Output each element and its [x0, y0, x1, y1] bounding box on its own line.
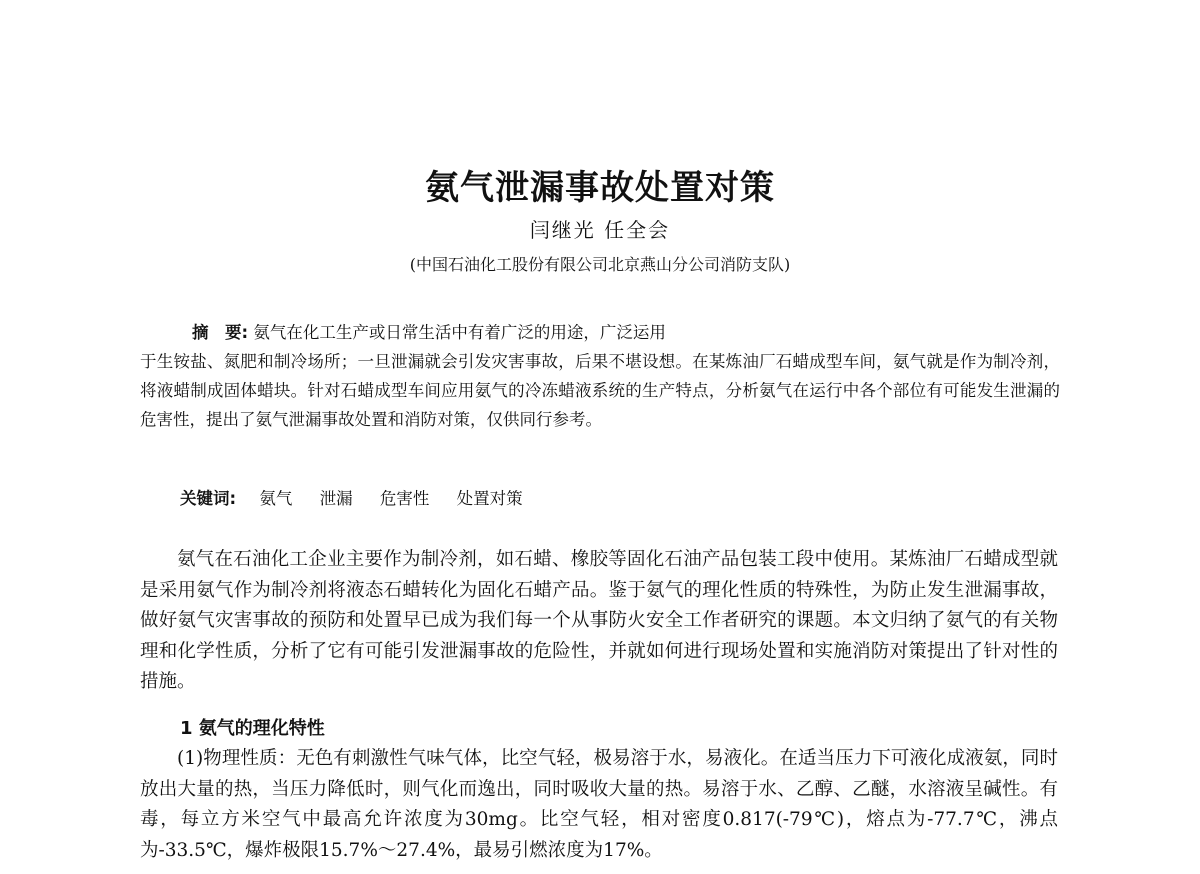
intro-paragraph: 氨气在石油化工企业主要作为制冷剂，如石蜡、橡胶等固化石油产品包装工段中使用。某炼油厂石蜡成型就是采用氨气作为制冷剂将液态石蜡转化为固化石蜡产品。鉴于氨气的理化性质的特殊性，为防止发生泄漏事故，做好氨气灾害事故的预防和处置早已成为我们每一个从事防火安全工作者研究的课题。本文归纳了氨气的有关物理和化学性质，分析了它有可能引发泄漏事故的危险性，并就如何进行现场处置和实施消防对策提出了针对性的措施。 [140, 549, 1058, 692]
keywords-line [180, 485, 545, 513]
section-heading: 1 氨气的理化特性 [180, 718, 325, 739]
paper-title: 氨气泄漏事故处置对策 [425, 168, 775, 208]
author-affiliation: (中国石油化工股份有限公司北京燕山分公司消防支队) [409, 255, 791, 274]
keyword-item: 处置对策 [456, 489, 523, 508]
abstract-body-text: 于生铵盐、氮肥和制冷场所；一旦泄漏就会引发灾害事故，后果不堪设想。在某炼油厂石蜡成型车间，氨气就是作为制冷剂，将液蜡制成固体蜡块。针对石蜡成型车间应用氨气的冷冻蜡液系统的生产特点，分析氨气在运行中各个部位有可能发生泄漏的危害性，提出了氨气泄漏事故处置和消防对策，仅供同行参考。 [140, 352, 1060, 429]
keyword-item: 泄漏 [319, 489, 353, 508]
keyword-item: 危害性 [379, 489, 430, 508]
keywords-label: 关键词: [180, 489, 237, 508]
abstract-lead-text: 氨气在化工生产或日常生活中有着广泛的用途，广泛运用 [253, 323, 666, 342]
keyword-item: 氨气 [259, 489, 293, 508]
author-list: 闫继光 任全会 [529, 218, 671, 242]
abstract-block [140, 318, 1060, 434]
abstract-label: 摘 要: [192, 323, 249, 342]
section-paragraph: (1)物理性质：无色有刺激性气味气体，比空气轻，极易溶于水，易液化。在适当压力下可液化成液氨，同时放出大量的热，当压力降低时，则气化而逸出，同时吸收大量的热。易溶于水、乙醇、乙醚，水溶液呈碱性。有毒，每立方米空气中最高允许浓度为30mg。比空气轻，相对密度0.817(-79℃)，熔点为-77.7℃，沸点为-33.5℃，爆炸极限15.7%～27.4%，最易引燃浓度为17%。 [140, 748, 1058, 861]
abstract-first-line [140, 318, 1060, 347]
